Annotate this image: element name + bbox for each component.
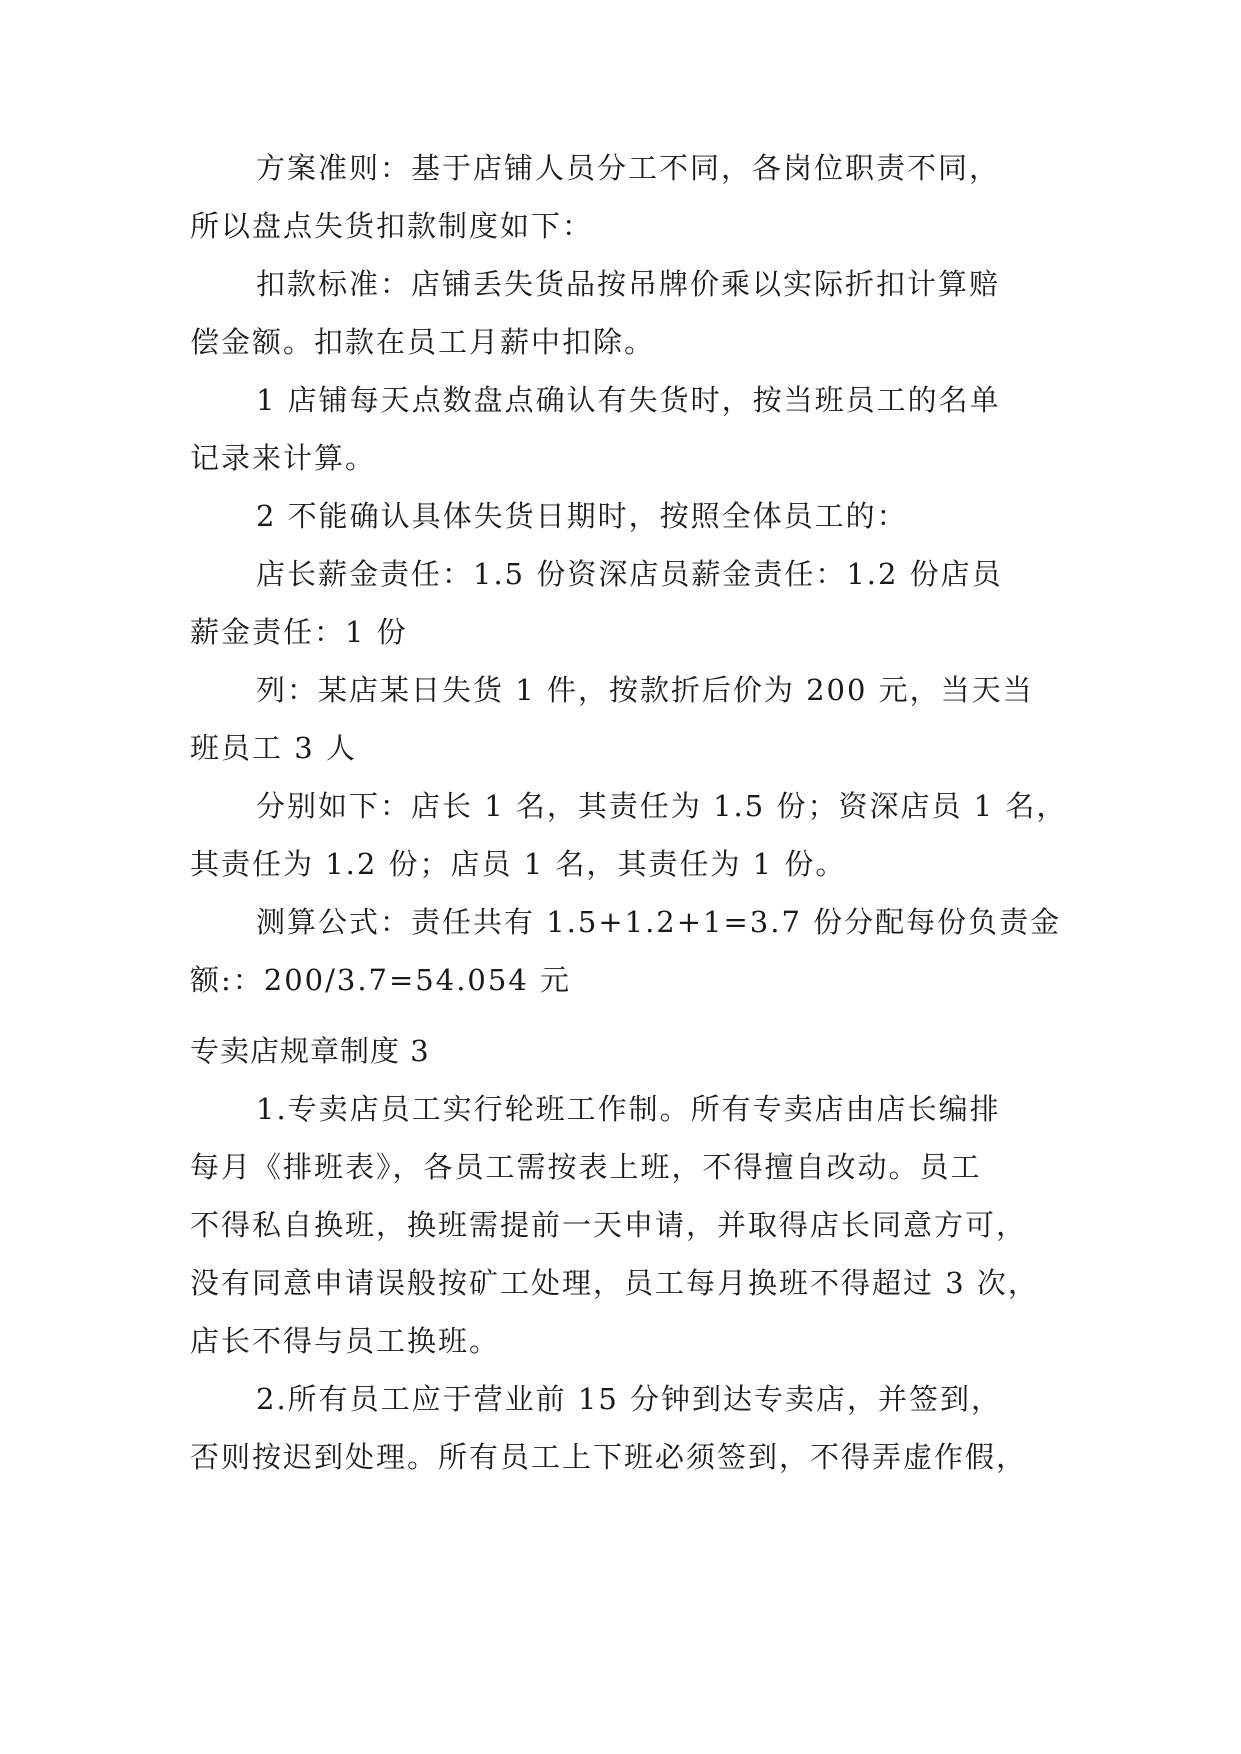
- section-deduction-rules: [190, 139, 1068, 1009]
- paragraph-line: 2.所有员工应于营业前 15 分钟到达专卖店，并签到，: [256, 1382, 1003, 1416]
- paragraph-line: 所以盘点失货扣款制度如下：: [190, 209, 594, 243]
- paragraph-line: 扣款标准：店铺丢失货品按吊牌价乘以实际折扣计算赔: [256, 267, 1001, 301]
- paragraph-line: 2 不能确认具体失货日期时，按照全体员工的：: [256, 499, 908, 533]
- paragraph-line: 每月《排班表》，各员工需按表上班，不得擅自改动。员工: [190, 1150, 982, 1184]
- paragraph-line: 记录来计算。: [190, 441, 377, 475]
- paragraph-line: 店长薪金责任：1.5 份资深店员薪金责任：1.2 份店员: [256, 557, 1003, 591]
- paragraph-line: 否则按迟到处理。所有员工上下班必须签到，不得弄虚作假，: [190, 1440, 1028, 1474]
- paragraph-line: 没有同意申请误般按矿工处理，员工每月换班不得超过 3 次，: [190, 1266, 1039, 1300]
- paragraph-line: 班员工 3 人: [190, 731, 357, 765]
- paragraph-line: 列：某店某日失货 1 件，按款折后价为 200 元，当天当: [256, 673, 1034, 707]
- paragraph-line: 方案准则：基于店铺人员分工不同，各岗位职责不同，: [256, 151, 1001, 185]
- paragraph-line: 1 店铺每天点数盘点确认有失货时，按当班员工的名单: [256, 383, 1001, 417]
- paragraph-line: 其责任为 1.2 份；店员 1 名，其责任为 1 份。: [190, 847, 847, 881]
- paragraph-line: 店长不得与员工换班。: [190, 1324, 501, 1358]
- section-title: 专卖店规章制度 3: [190, 1034, 430, 1068]
- paragraph-line: 不得私自换班，换班需提前一天申请，并取得店长同意方可，: [190, 1208, 1028, 1242]
- section-store-regulations: [190, 1022, 1052, 1486]
- paragraph-line: 分别如下：店长 1 名，其责任为 1.5 份；资深店员 1 名，: [256, 789, 1068, 823]
- paragraph-line: 1.专卖店员工实行轮班工作制。所有专卖店由店长编排: [256, 1092, 1001, 1126]
- paragraph-line: 测算公式：责任共有 1.5+1.2+1=3.7 份分配每份负责金: [256, 905, 1062, 939]
- paragraph-line: 偿金额。扣款在员工月薪中扣除。: [190, 325, 656, 359]
- paragraph-line: 额:：200/3.7=54.054 元: [190, 963, 572, 997]
- paragraph-line: 薪金责任：1 份: [190, 615, 408, 649]
